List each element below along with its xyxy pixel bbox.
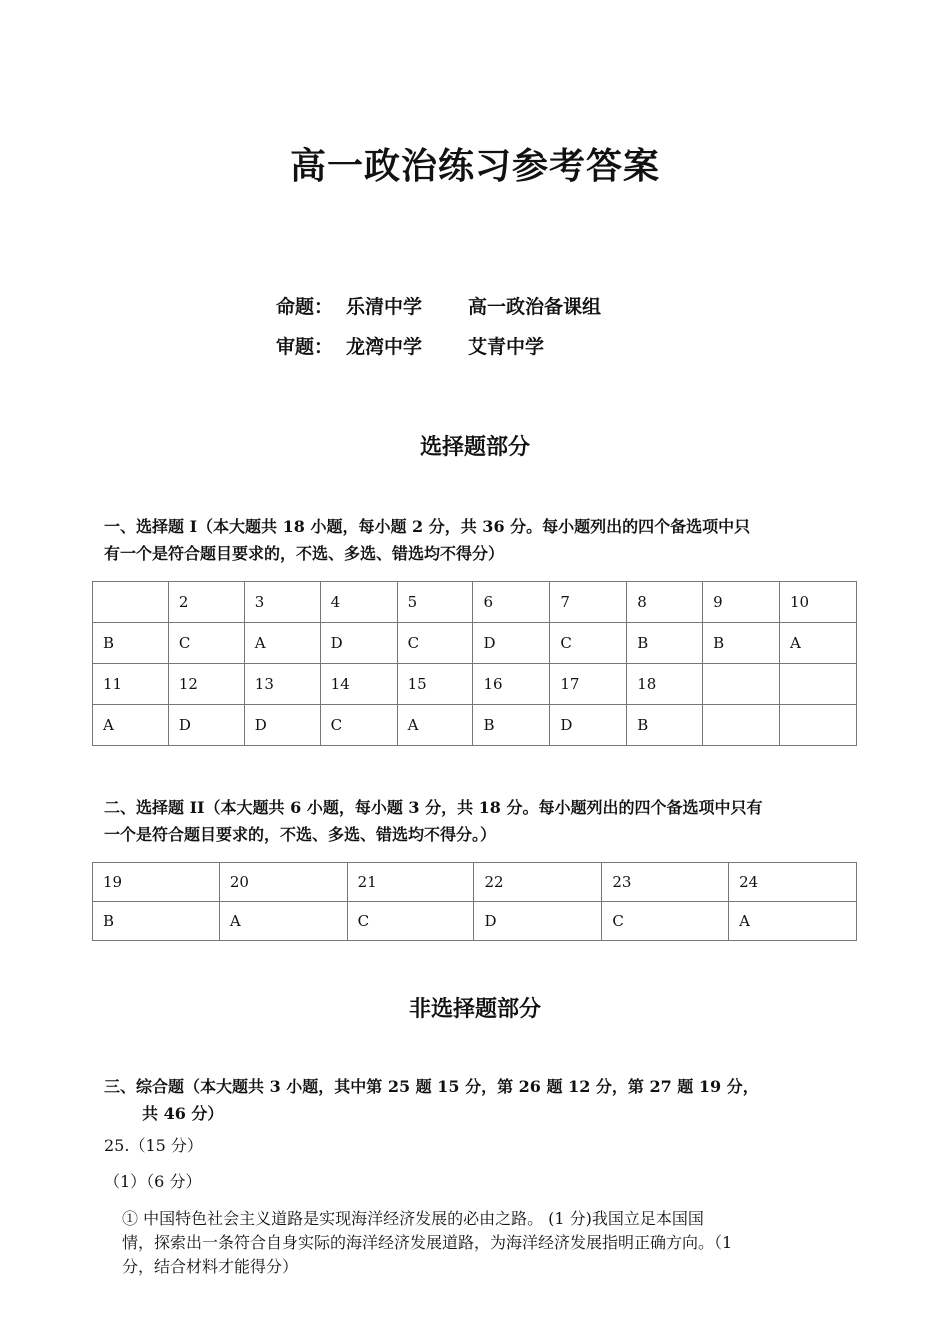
table-cell: 21 (347, 863, 474, 902)
table-row (93, 582, 857, 623)
table-row (93, 705, 857, 746)
section-nonchoice-title: 非选择题部分 (408, 997, 541, 1022)
table-cell: 6 (473, 582, 550, 623)
table-cell: 2 (168, 582, 244, 623)
table-cell: 20 (219, 863, 347, 902)
table-cell: C (347, 902, 474, 941)
table-cell: 19 (93, 863, 220, 902)
table-cell: 13 (244, 664, 320, 705)
section-choice-title: 选择题部分 (419, 435, 530, 460)
table-cell: 5 (397, 582, 473, 623)
reviewer-school-1: 龙湾中学 (346, 336, 423, 358)
table-row (93, 623, 857, 664)
table-cell: B (703, 623, 780, 664)
table-cell (780, 664, 857, 705)
table-cell: 17 (550, 664, 627, 705)
q25-label: 25.（15 分） (104, 1136, 203, 1155)
reviewer-school-2: 艾青中学 (468, 336, 545, 358)
table-cell: C (168, 623, 244, 664)
q3-heading-line2: 共 46 分） (142, 1104, 224, 1123)
table-cell: 22 (474, 863, 602, 902)
q2-heading-line2: 一个是符合题目要求的，不选、多选、错选均不得分。） (104, 825, 497, 844)
table-cell: 12 (168, 664, 244, 705)
table-cell: 3 (244, 582, 320, 623)
table-cell: C (602, 902, 729, 941)
table-cell: 23 (602, 863, 729, 902)
proposer-label: 命题： (276, 296, 334, 318)
q1-heading (104, 513, 844, 567)
table-row (93, 863, 857, 902)
q2-heading (104, 794, 844, 848)
table-cell (780, 705, 857, 746)
reviewer-line (276, 332, 544, 359)
table-cell: B (473, 705, 550, 746)
page-title: 高一政治练习参考答案 (289, 146, 660, 187)
q25-answer-line2: 情，探索出一条符合自身实际的海洋经济发展道路，为海洋经济发展指明正确方向。（1 (122, 1233, 733, 1252)
q1-heading-line1: 一、选择题 I（本大题共 18 小题，每小题 2 分，共 36 分。每小题列出的四个备选项中只 (104, 517, 751, 536)
table-cell: A (780, 623, 857, 664)
table-cell (93, 582, 169, 623)
table-cell: C (397, 623, 473, 664)
q1-heading-line2: 有一个是符合题目要求的，不选、多选、错选均不得分） (104, 544, 505, 563)
reviewer-label: 审题： (276, 336, 334, 358)
q2-heading-line1: 二、选择题 II（本大题共 6 小题，每小题 3 分，共 18 分。每小题列出的四个备选项中只有 (104, 798, 763, 817)
table-cell: D (168, 705, 244, 746)
table-cell: B (93, 902, 220, 941)
table-cell: D (244, 705, 320, 746)
proposer-group: 高一政治备课组 (468, 296, 602, 318)
proposer-line (276, 292, 601, 319)
table-cell: 4 (320, 582, 397, 623)
table-cell: D (320, 623, 397, 664)
table-cell: B (93, 623, 169, 664)
table-cell: A (93, 705, 169, 746)
table-cell: 8 (627, 582, 703, 623)
table-cell: A (219, 902, 347, 941)
q1-answer-table-body (93, 582, 857, 746)
q25-sub1-label: （1）（6 分） (104, 1172, 202, 1191)
table-cell (703, 664, 780, 705)
table-cell: 14 (320, 664, 397, 705)
table-cell (703, 705, 780, 746)
table-cell: A (244, 623, 320, 664)
q2-answer-table-body (93, 863, 857, 941)
q3-heading-line1: 三、综合题（本大题共 3 小题，其中第 25 题 15 分，第 26 题 12 分，第 27 题 19 分， (104, 1077, 759, 1096)
table-cell: A (729, 902, 857, 941)
table-cell: D (473, 623, 550, 664)
table-cell: 7 (550, 582, 627, 623)
table-cell: 16 (473, 664, 550, 705)
table-cell: 15 (397, 664, 473, 705)
q25-answer-line3: 分，结合材料才能得分） (122, 1257, 299, 1276)
table-cell: D (550, 705, 627, 746)
table-cell: 10 (780, 582, 857, 623)
table-row (93, 902, 857, 941)
table-cell: 18 (627, 664, 703, 705)
table-cell: B (627, 623, 703, 664)
table-cell: C (320, 705, 397, 746)
q2-answer-table (92, 862, 857, 941)
table-cell: C (550, 623, 627, 664)
table-cell: A (397, 705, 473, 746)
table-cell: 24 (729, 863, 857, 902)
table-cell: B (627, 705, 703, 746)
proposer-school: 乐清中学 (346, 296, 423, 318)
q1-answer-table (92, 581, 857, 746)
table-cell: 9 (703, 582, 780, 623)
table-cell: D (474, 902, 602, 941)
q3-heading (104, 1073, 844, 1127)
table-row (93, 664, 857, 705)
q25-answer (122, 1207, 842, 1279)
q25-answer-line1: ① 中国特色社会主义道路是实现海洋经济发展的必由之路。 (1 分)我国立足本国国 (122, 1209, 704, 1228)
table-cell: 11 (93, 664, 169, 705)
